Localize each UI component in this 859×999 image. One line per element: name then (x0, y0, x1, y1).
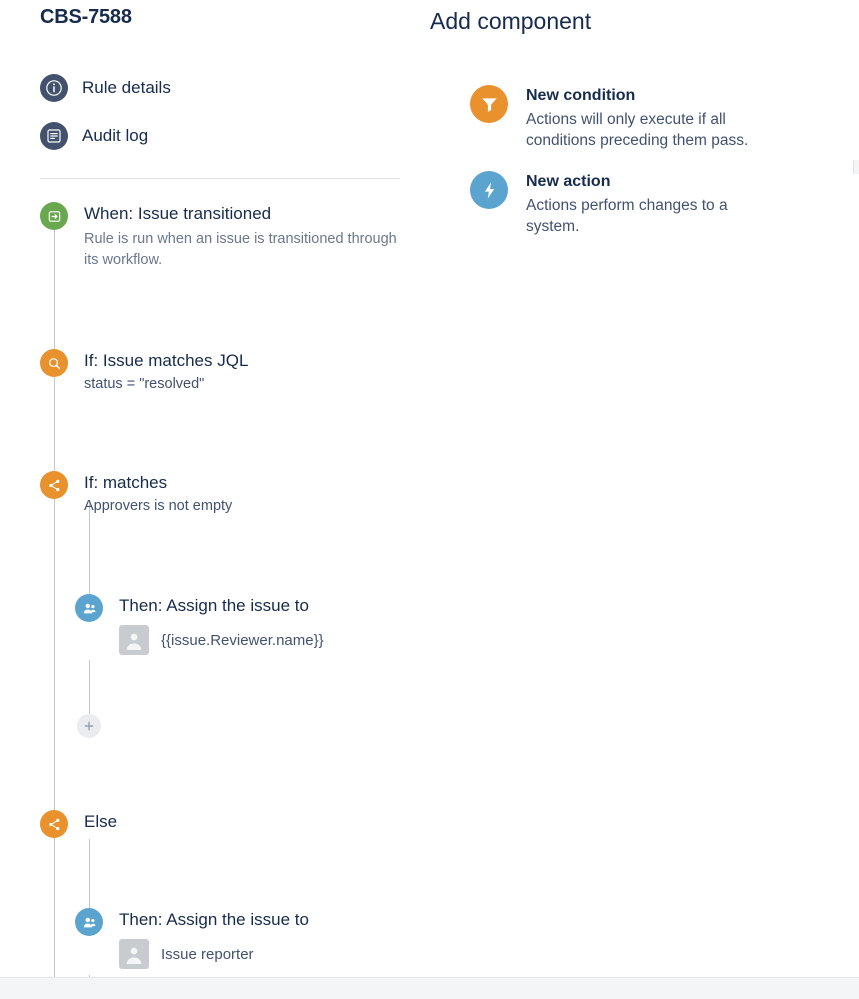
flow-node-else-branch[interactable] (40, 810, 420, 838)
flow-node-body (84, 349, 248, 392)
avatar (119, 939, 149, 969)
component-name: New condition (526, 87, 636, 104)
flow-node-title: Then: Assign the issue to (119, 910, 309, 929)
flow-node-title: Else (84, 812, 118, 831)
rule-detail-column (0, 0, 420, 999)
flow-node-subtitle: Approvers is not empty (84, 498, 233, 514)
flow-node-description: Rule is run when an issue is transitioned through its workflow. (84, 231, 397, 268)
bottom-status-bar (0, 977, 859, 999)
trigger-icon (40, 202, 68, 230)
flow-node-body (84, 471, 232, 514)
flow-node-body (84, 810, 117, 833)
flow-node-assign-reviewer[interactable] (75, 594, 420, 655)
panel-title: Add component (430, 8, 592, 34)
flow-branch-line-if (89, 500, 90, 608)
rule-nav-list (40, 70, 400, 166)
filter-funnel-icon (470, 85, 508, 123)
page-title: CBS-7588 (40, 6, 132, 28)
sidebar-item-label: Rule details (82, 78, 171, 97)
info-icon (40, 74, 68, 102)
component-name: New action (526, 173, 611, 190)
branch-icon (40, 810, 68, 838)
sidebar-item-audit-log[interactable] (40, 118, 400, 154)
branch-icon (40, 471, 68, 499)
flow-node-if-branch[interactable] (40, 471, 420, 514)
section-divider (40, 178, 400, 179)
assignee-row (119, 625, 324, 655)
jql-search-icon (40, 349, 68, 377)
flow-node-body (119, 594, 324, 655)
list-icon (40, 122, 68, 150)
component-description: Actions perform changes to a system. (526, 197, 728, 235)
flow-node-title: If: Issue matches JQL (84, 351, 249, 370)
flow-node-title: When: Issue transitioned (84, 204, 272, 223)
add-icon (77, 714, 101, 738)
flow-node-when[interactable] (40, 202, 420, 271)
flow-node-title: If: matches (84, 473, 168, 492)
flow-trunk-line (54, 226, 55, 999)
assign-user-icon (75, 594, 103, 622)
flow-node-body (119, 908, 309, 969)
component-new-condition[interactable] (470, 85, 840, 151)
avatar (119, 625, 149, 655)
flow-node-title: Then: Assign the issue to (119, 596, 309, 615)
flow-node-body (84, 202, 414, 271)
flow-node-jql-condition[interactable] (40, 349, 420, 392)
sidebar-item-label: Audit log (82, 126, 149, 145)
component-body (526, 171, 771, 237)
component-new-action[interactable] (470, 171, 840, 237)
component-body (526, 85, 771, 151)
right-edge-scroll-sliver[interactable] (853, 160, 859, 174)
flow-node-assign-reporter[interactable] (75, 908, 420, 969)
flow-node-subtitle: status = "resolved" (84, 376, 205, 392)
assignee-row (119, 939, 309, 969)
component-description: Actions will only execute if all conditions preceding them pass. (526, 111, 749, 149)
component-list (470, 85, 840, 257)
assign-user-icon (75, 908, 103, 936)
assignee-name: {{issue.Reviewer.name}} (161, 631, 324, 649)
assignee-name: Issue reporter (161, 945, 254, 963)
sidebar-item-rule-details[interactable] (40, 70, 400, 106)
lightning-bolt-icon (470, 171, 508, 209)
add-component-inline-button[interactable] (77, 714, 101, 738)
